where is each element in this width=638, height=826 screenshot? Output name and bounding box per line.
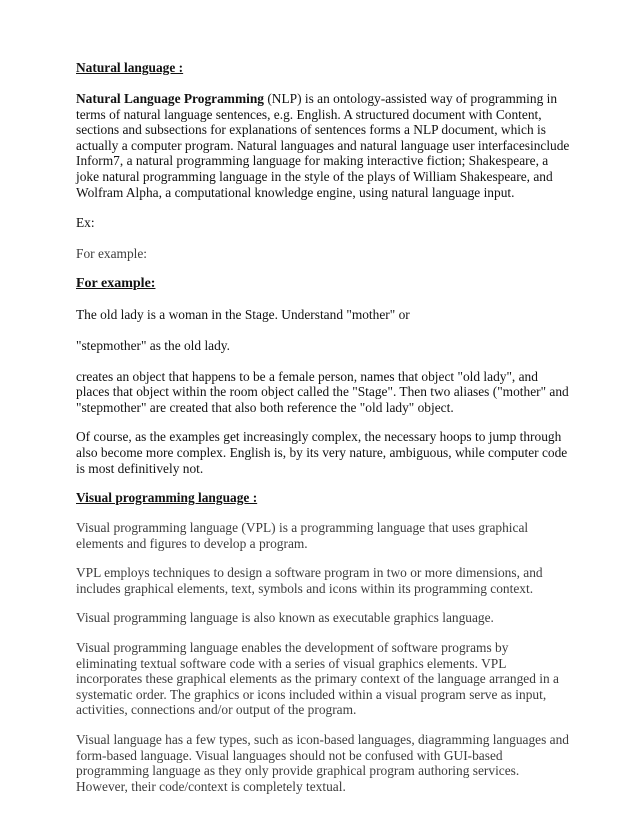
example-line-2: "stepmother" as the old lady. bbox=[76, 337, 230, 353]
for-example-text: For example: bbox=[76, 245, 148, 261]
nlp-term: Natural Language Programming bbox=[76, 91, 264, 106]
nlp-definition-paragraph bbox=[76, 91, 572, 200]
creates-object-paragraph: creates an object that happens to be a female person, names that object "old lady", and places that object within the room object called the "Stage". Then two aliases ("mother" and "stepmother" are created that also both reference the "old lady" object. bbox=[76, 368, 569, 415]
of-course-paragraph: Of course, as the examples get increasingly complex, the necessary hoops to jump through also become more complex. English is, by its very nature, ambiguous, while computer code is most definitively not. bbox=[76, 429, 568, 476]
vpl-paragraph-4: Visual programming language enables the development of software programs by eliminating textual software code with a series of visual graphics elements. VPL incorporates these graphical elements as the primary context of the language arranged in a systematic order. The graphics or icons included within a visual program serve as input, activities, connections and/or output of the program. bbox=[76, 640, 559, 718]
document-page bbox=[76, 60, 572, 794]
vpl-paragraph-2: VPL employs techniques to design a software program in two or more dimensions, and includes graphical elements, text, symbols and icons within its programming context. bbox=[76, 565, 543, 596]
ex-label: Ex: bbox=[76, 215, 95, 231]
natural-language-heading: Natural language : bbox=[76, 60, 184, 75]
vpl-paragraph-3: Visual programming language is also known as executable graphics language. bbox=[76, 610, 494, 626]
vpl-paragraph-5: Visual language has a few types, such as icon-based languages, diagramming languages and form-based language. Visual languages should not be confused with GUI-based programming language as they only provide graphical program authoring services. However, their code/context is completely textual. bbox=[76, 732, 570, 794]
visual-programming-heading: Visual programming language : bbox=[76, 490, 258, 506]
vpl-paragraph-1: Visual programming language (VPL) is a programming language that uses graphical elements and figures to develop a program. bbox=[76, 520, 529, 551]
nlp-definition-text: (NLP) is an ontology-assisted way of programming in terms of natural language sentences, e.g. English. A structured document with Content, sections and subsections for explanations of sentences forms a NLP document, which is actually a computer program. Natural languages and natural language user interfacesinclude Inform7, a natural programming language for making interactive fiction; Shakespeare, a joke natural programming language in the style of the plays of William Shakespeare, and Wolfram Alpha, a computational knowledge engine, using natural language input. bbox=[76, 91, 570, 200]
for-example-heading: For example: bbox=[76, 276, 156, 292]
example-line-1: The old lady is a woman in the Stage. Understand "mother" or bbox=[76, 307, 410, 323]
